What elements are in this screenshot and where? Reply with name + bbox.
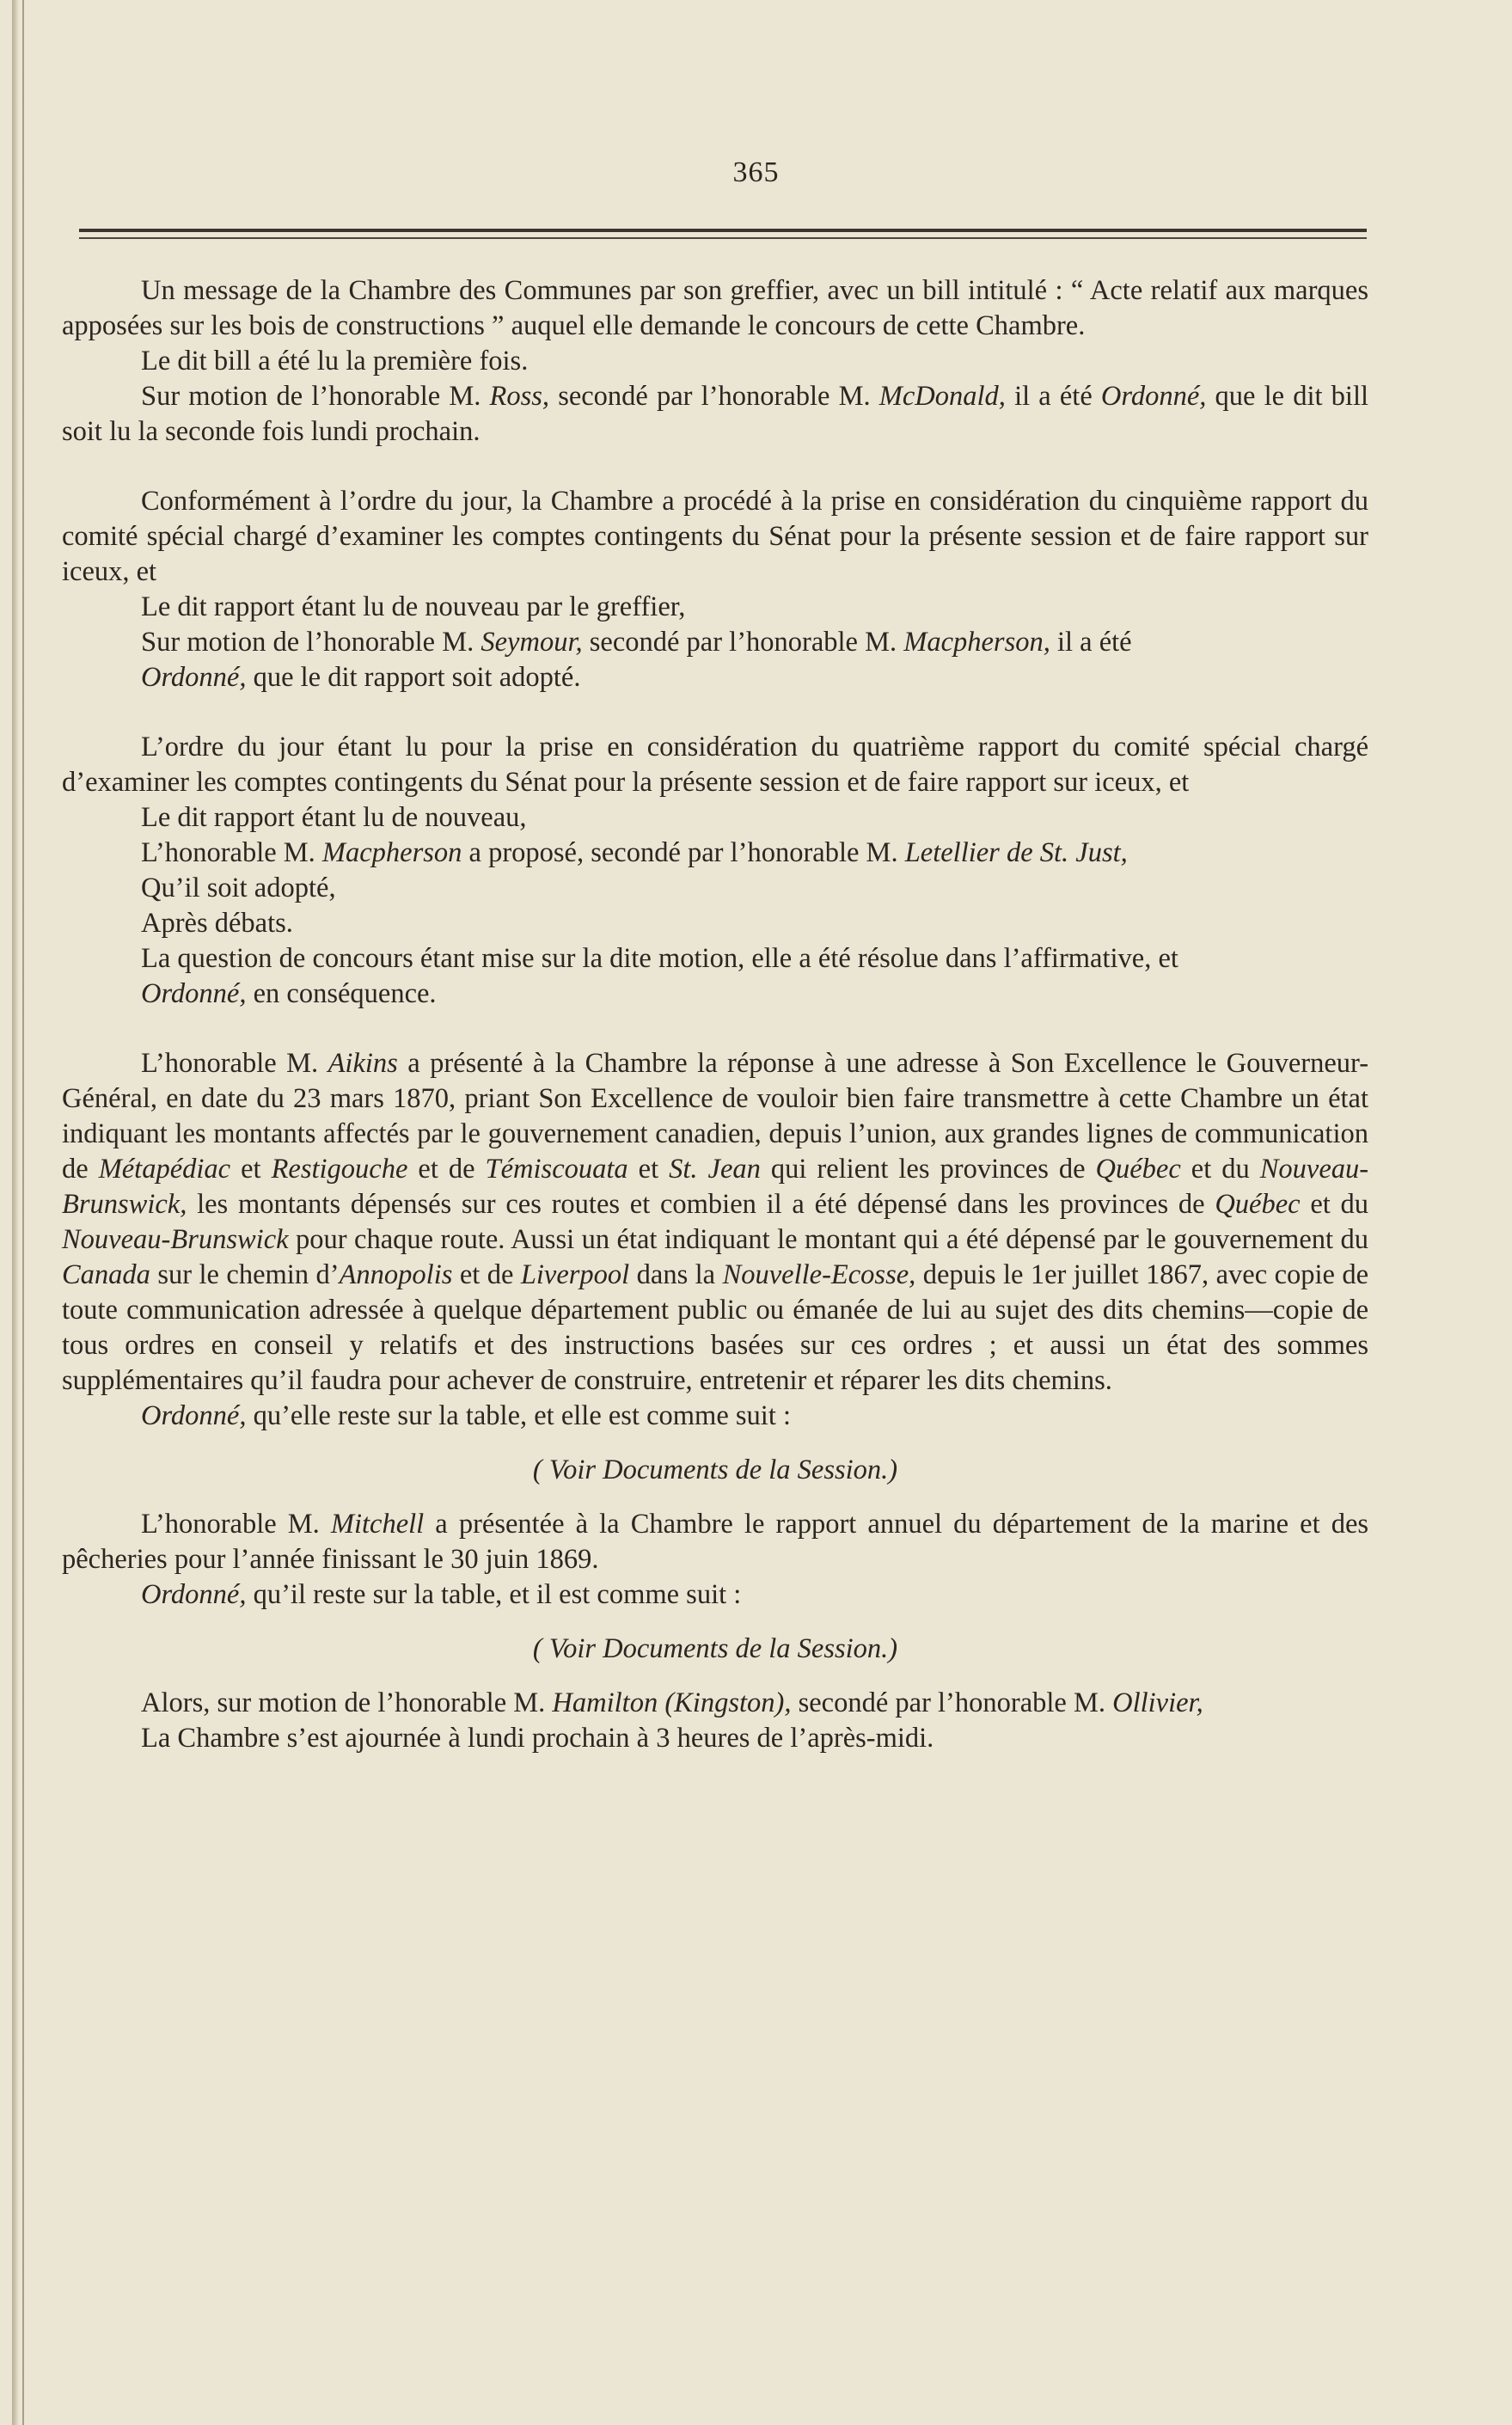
page-binding-shadow (12, 0, 19, 2425)
name-aikins: Aikins (327, 1048, 398, 1079)
name-hamilton: Hamilton (Kingston), (552, 1687, 792, 1718)
paragraph-motion-macpherson: L’honorable M. Macpherson a proposé, secondé par l’honorable M. Letellier de St. Just, (141, 837, 1128, 868)
paragraph-motion-seymour: Sur motion de l’honorable M. Seymour, secondé par l’honorable M. Macpherson, il a été (141, 627, 1132, 658)
paragraph-message: Un message de la Chambre des Communes par son greffier, avec un bill intitulé : “ Acte relatif aux marques apposées sur les bois de constructions ” auquel elle demande le concours de cette Chambre. (62, 275, 1368, 341)
ordonne: Ordonné, (141, 662, 247, 693)
paragraph-adopt: Qu’il soit adopté, (141, 873, 336, 903)
paragraph-mitchell-report: L’honorable M. Mitchell a présentée à la Chambre le rapport annuel du département de la marine et des pêcheries pour l’année finissant le 30 juin 1869. (62, 1509, 1369, 1575)
paragraph-report-read-again: Le dit rapport étant lu de nouveau, (141, 802, 527, 833)
paragraph-adopted: Ordonné, que le dit rapport soit adopté. (141, 662, 581, 693)
page-number: 365 (732, 156, 780, 188)
paragraph-question: La question de concours étant mise sur la dite motion, elle a été résolue dans l’affirmative, et (141, 943, 1178, 974)
name-ross: Ross, (489, 381, 550, 412)
paragraph-first-reading: Le dit bill a été lu la première fois. (141, 346, 529, 377)
ordonne: Ordonné, (1100, 381, 1207, 412)
ordonne: Ordonné, (141, 978, 247, 1009)
paragraph-consequence: Ordonné, en conséquence. (141, 978, 437, 1009)
paragraph-fifth-report: Conformément à l’ordre du jour, la Chambre a procédé à la prise en considération du cinquième rapport du comité spécial chargé d’examiner les comptes contingents du Sénat pour la présente session et de faire rapport sur iceux, et (62, 486, 1368, 587)
voir-documents-2: ( Voir Documents de la Session.) (532, 1633, 898, 1664)
name-seymour: Seymour, (481, 627, 583, 658)
ordonne: Ordonné, (141, 1400, 247, 1431)
paragraph-adjournment-motion: Alors, sur motion de l’honorable M. Hamilton (Kingston), secondé par l’honorable M. Ollivier, (141, 1687, 1203, 1718)
paragraph-debate: Après débats. (141, 908, 293, 939)
paragraph-motion-ross: Sur motion de l’honorable M. Ross, secondé par l’honorable M. McDonald, il a été Ordonné, que le dit bill soit lu la seconde fois lundi prochain. (62, 381, 1369, 447)
paragraph-adjourned: La Chambre s’est ajournée à lundi prochain à 3 heures de l’après-midi. (141, 1723, 934, 1754)
header-rule-thin (79, 237, 1367, 239)
ordonne: Ordonné, (141, 1579, 247, 1610)
name-mitchell: Mitchell (330, 1509, 425, 1540)
paragraph-table-order-2: Ordonné, qu’il reste sur la table, et il est comme suit : (141, 1579, 742, 1610)
name-macpherson: Macpherson (321, 837, 462, 868)
paragraph-aikins-return: L’honorable M. Aikins a présenté à la Chambre la réponse à une adresse à Son Excellence le Gouverneur-Général, en date du 23 mars 1870, priant Son Excellence de vouloir bien faire transmettre à cette Chambre un état indiquant les montants affectés par le gouvernement canadien, depuis l’union, aux grandes lignes de communication de Métapédiac et Restigouche et de Témiscouata et St. Jean qui relient les provinces de Québec et du Nouveau-Brunswick, les montants dépensés sur ces routes et combien il a été dépensé dans les provinces de Québec et du Nouveau-Brunswick pour chaque route. Aussi un état indiquant le montant qui a été dépensé par le gouvernement du Canada sur le chemin d’Annopolis et de Liverpool dans la Nouvelle-Ecosse, depuis le 1er juillet 1867, avec copie de toute communication adressée à quelque département public ou émanée de lui au sujet des dits chemins—copie de tous ordres en conseil y relatifs et des instructions basées sur ces ordres ; et aussi un état des sommes supplémentaires qu’il faudra pour achever de construire, entretenir et réparer les dits chemins. (62, 1048, 1369, 1396)
name-macpherson: Macpherson, (903, 627, 1050, 658)
page-binding-line (22, 0, 24, 2425)
header-rule (79, 229, 1367, 232)
name-ollivier: Ollivier, (1112, 1687, 1203, 1718)
paragraph-report-read: Le dit rapport étant lu de nouveau par le greffier, (141, 591, 686, 622)
name-mcdonald: McDonald, (878, 381, 1006, 412)
paragraph-table-order: Ordonné, qu’elle reste sur la table, et elle est comme suit : (141, 1400, 791, 1431)
paragraph-fourth-report: L’ordre du jour étant lu pour la prise en considération du quatrième rapport du comité spécial chargé d’examiner les comptes contingents du Sénat pour la présente session et de faire rapport sur iceux, et (62, 732, 1368, 798)
journal-text (62, 273, 1368, 1756)
name-letellier: Letellier de St. Just, (904, 837, 1128, 868)
voir-documents-1: ( Voir Documents de la Session.) (532, 1454, 898, 1485)
